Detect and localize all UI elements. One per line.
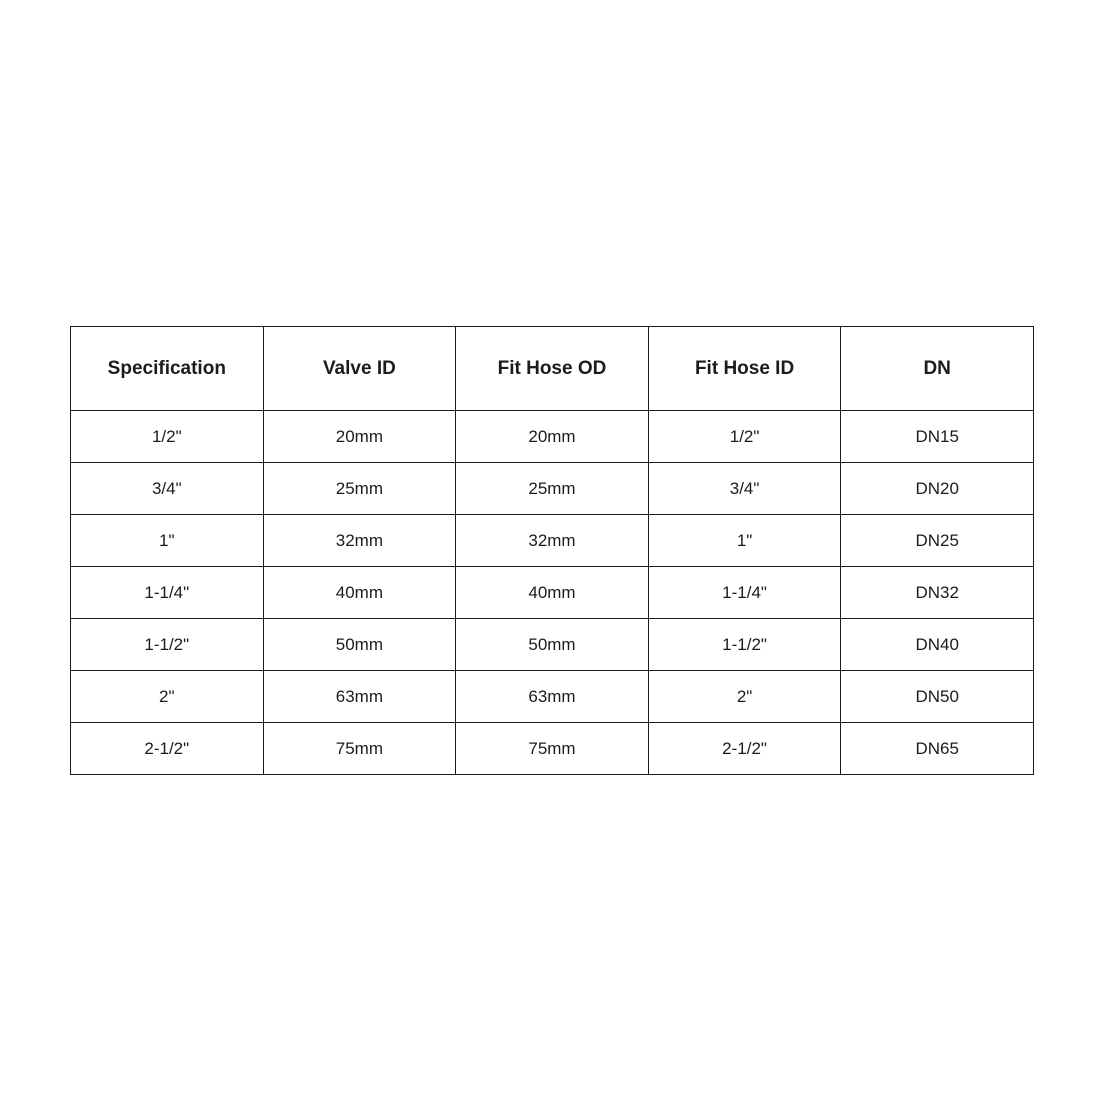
cell-fit-hose-od: 50mm (456, 619, 649, 671)
cell-fit-hose-od: 25mm (456, 463, 649, 515)
cell-valve-id: 63mm (263, 671, 456, 723)
specification-table-container (70, 326, 1034, 775)
header-cell-dn: DN (841, 327, 1034, 411)
cell-fit-hose-id: 1" (648, 515, 841, 567)
header-cell-fit-hose-id: Fit Hose ID (648, 327, 841, 411)
cell-fit-hose-id: 2-1/2" (648, 723, 841, 775)
header-cell-valve-id: Valve ID (263, 327, 456, 411)
header-row (71, 327, 1034, 411)
table-row (71, 515, 1034, 567)
cell-dn: DN25 (841, 515, 1034, 567)
cell-valve-id: 50mm (263, 619, 456, 671)
cell-valve-id: 40mm (263, 567, 456, 619)
cell-valve-id: 75mm (263, 723, 456, 775)
cell-fit-hose-id: 2" (648, 671, 841, 723)
cell-specification: 1" (71, 515, 264, 567)
cell-fit-hose-id: 3/4" (648, 463, 841, 515)
cell-fit-hose-id: 1/2" (648, 411, 841, 463)
cell-specification: 3/4" (71, 463, 264, 515)
header-cell-fit-hose-od: Fit Hose OD (456, 327, 649, 411)
table-row (71, 723, 1034, 775)
cell-dn: DN50 (841, 671, 1034, 723)
cell-dn: DN65 (841, 723, 1034, 775)
table-row (71, 411, 1034, 463)
cell-valve-id: 32mm (263, 515, 456, 567)
cell-specification: 2" (71, 671, 264, 723)
cell-specification: 1-1/2" (71, 619, 264, 671)
cell-specification: 1/2" (71, 411, 264, 463)
cell-valve-id: 20mm (263, 411, 456, 463)
cell-fit-hose-od: 32mm (456, 515, 649, 567)
cell-dn: DN15 (841, 411, 1034, 463)
table-row (71, 463, 1034, 515)
cell-fit-hose-od: 63mm (456, 671, 649, 723)
cell-fit-hose-od: 75mm (456, 723, 649, 775)
table-row (71, 567, 1034, 619)
table-body (71, 411, 1034, 775)
cell-dn: DN40 (841, 619, 1034, 671)
cell-specification: 2-1/2" (71, 723, 264, 775)
cell-specification: 1-1/4" (71, 567, 264, 619)
cell-dn: DN20 (841, 463, 1034, 515)
cell-fit-hose-id: 1-1/2" (648, 619, 841, 671)
cell-fit-hose-od: 20mm (456, 411, 649, 463)
table-row (71, 619, 1034, 671)
table-row (71, 671, 1034, 723)
cell-fit-hose-od: 40mm (456, 567, 649, 619)
specification-table (70, 326, 1034, 775)
cell-valve-id: 25mm (263, 463, 456, 515)
cell-fit-hose-id: 1-1/4" (648, 567, 841, 619)
table-header (71, 327, 1034, 411)
cell-dn: DN32 (841, 567, 1034, 619)
header-cell-specification: Specification (71, 327, 264, 411)
